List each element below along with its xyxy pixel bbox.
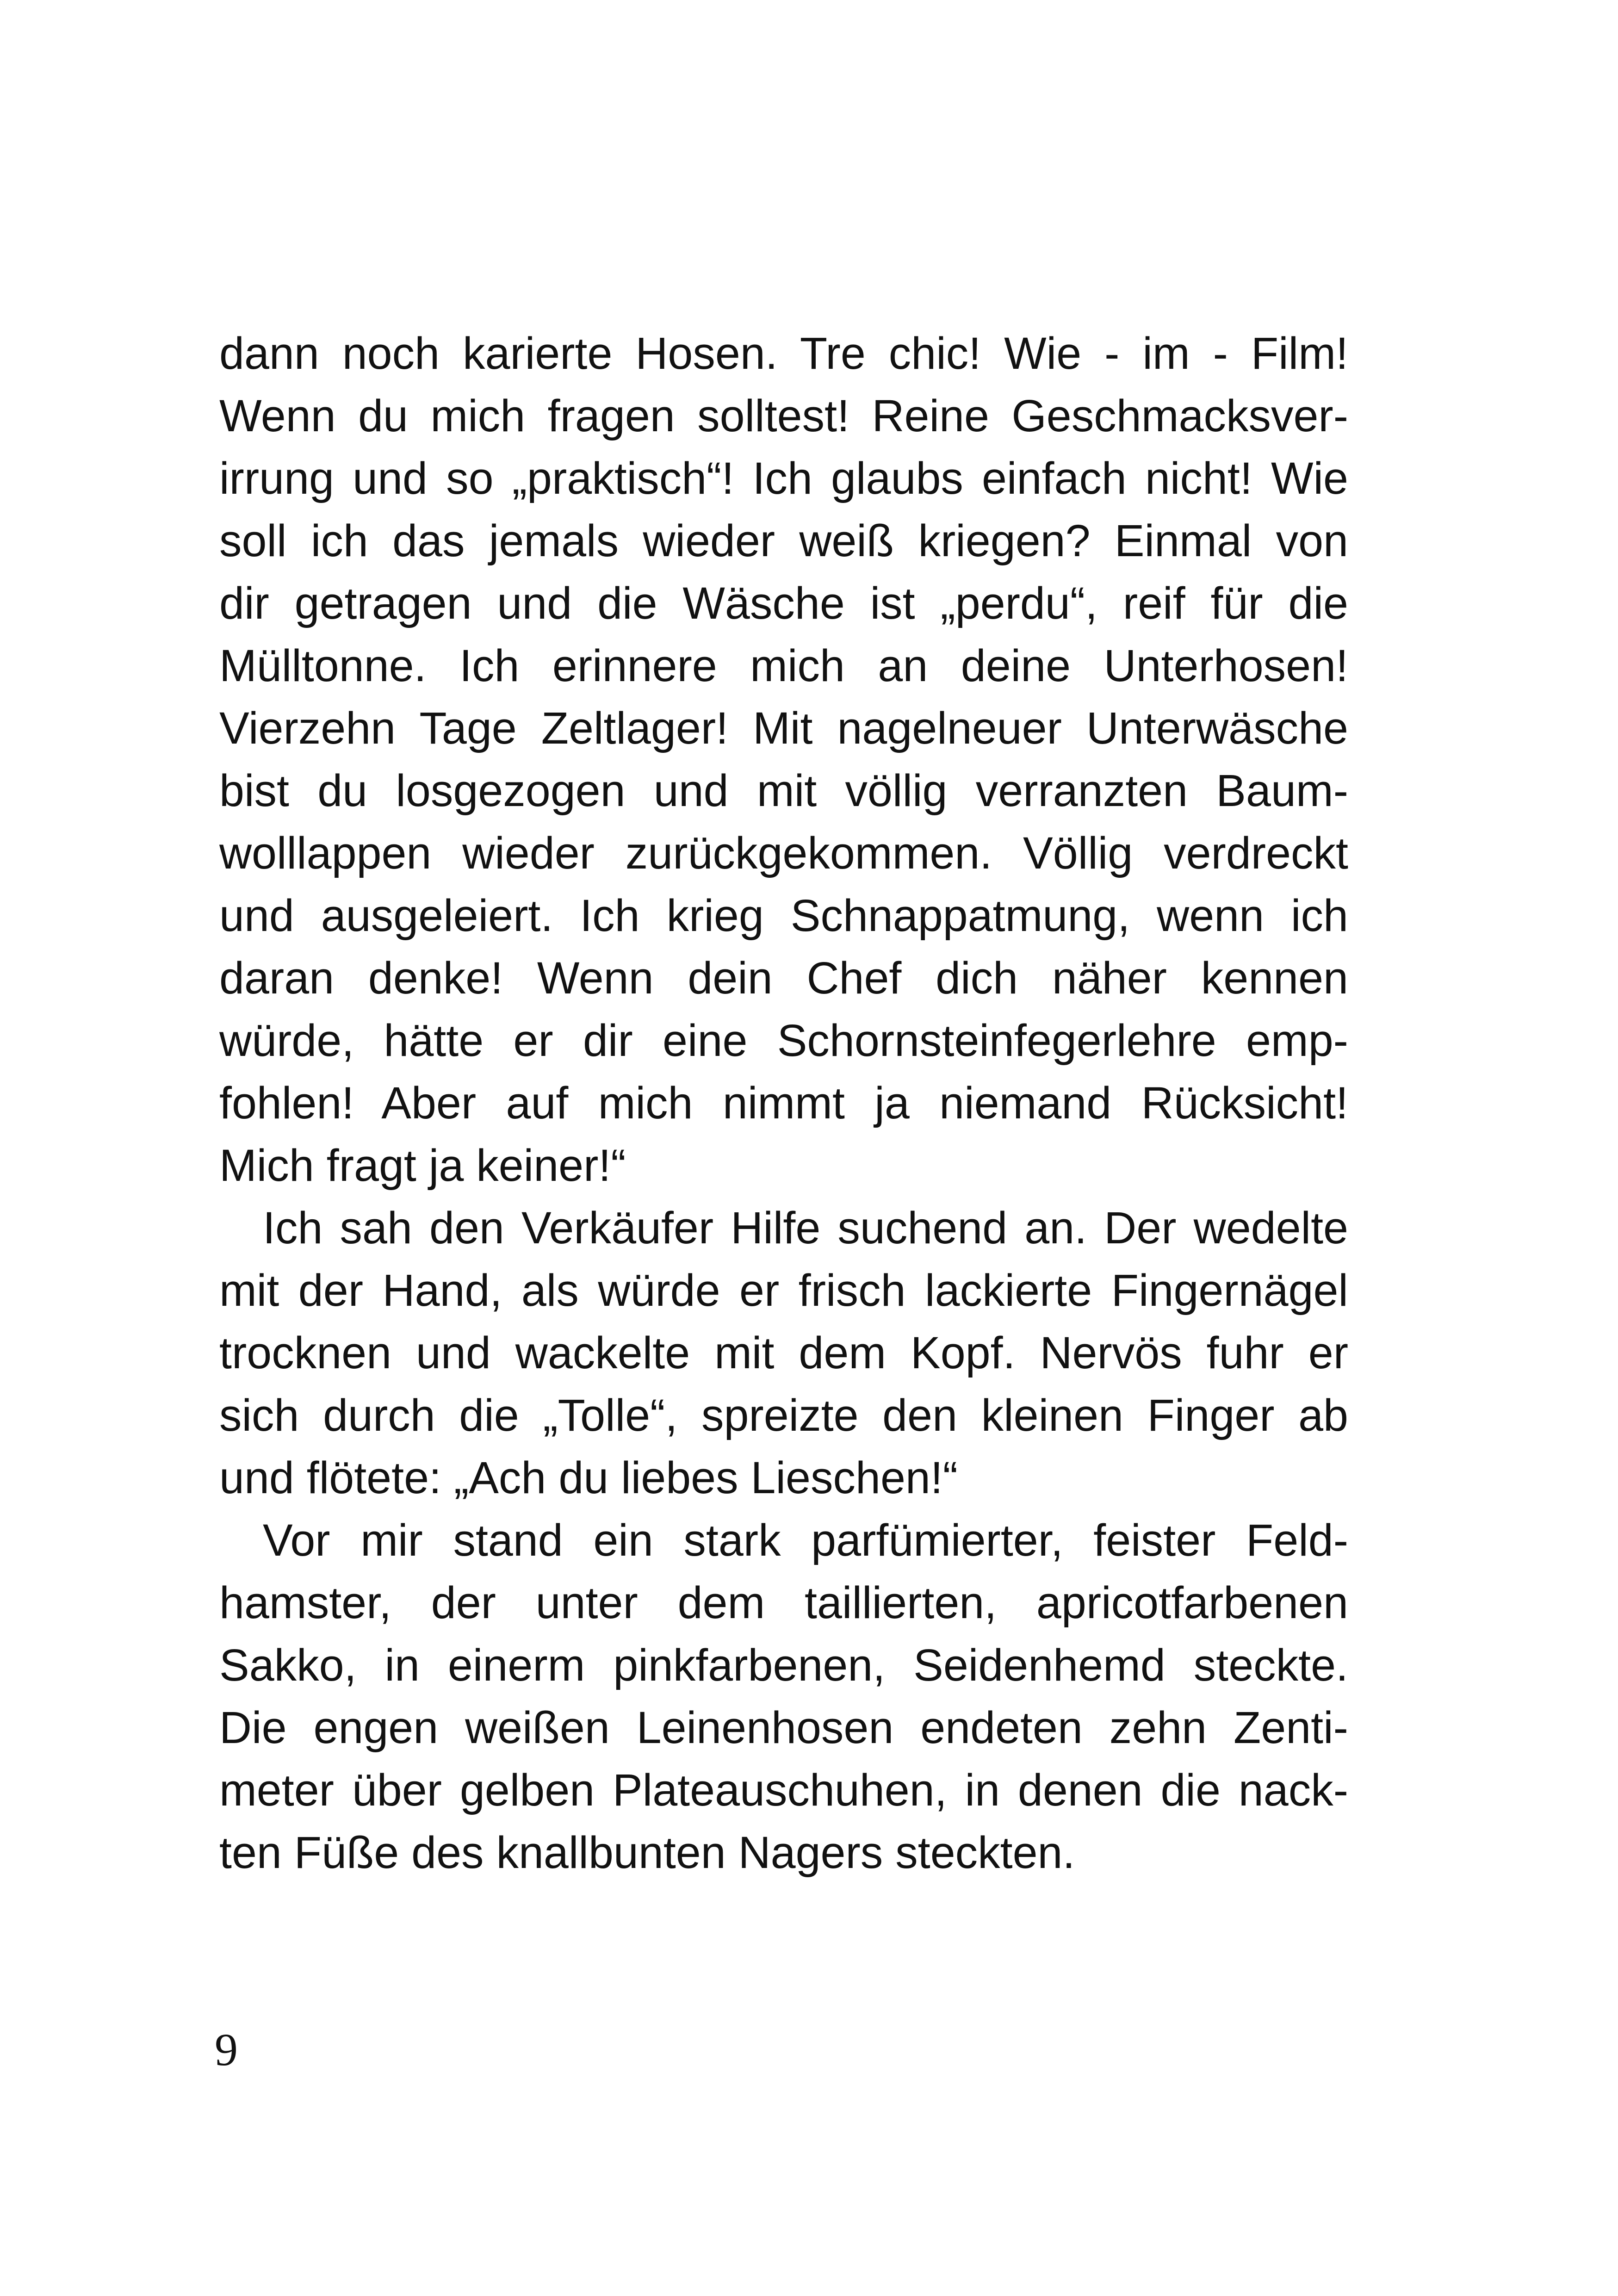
text-line: würde, hätte er dir eine Schornsteinfegerlehre emp- [219,1015,1348,1066]
text-line: Wenn du mich fragen solltest! Reine Geschmacksver- [219,391,1348,441]
text-line: fohlen! Aber auf mich nimmt ja niemand Rücksicht! [219,1078,1348,1128]
text-line: Mich fragt ja keiner!“ [219,1140,626,1191]
text-line: ten Füße des knallbunten Nagers steckten. [219,1827,1075,1878]
text-line: Ich sah den Verkäufer Hilfe suchend an. Der wedelte [263,1203,1348,1253]
body-text [219,322,1348,1884]
text-line: wolllappen wieder zurückgekommen. Völlig verdreckt [219,828,1348,878]
text-line: Mülltonne. Ich erinnere mich an deine Unterhosen! [219,640,1348,691]
text-line: bist du losgezogen und mit völlig verranzten Baum- [219,765,1348,816]
text-line: und ausgeleiert. Ich krieg Schnappatmung, wenn ich [219,890,1348,941]
text-line: dir getragen und die Wäsche ist „perdu“, reif für die [219,578,1348,628]
text-line: und flötete: „Ach du liebes Lieschen!“ [219,1452,958,1503]
text-line: trocknen und wackelte mit dem Kopf. Nervös fuhr er [219,1328,1348,1378]
text-line: mit der Hand, als würde er frisch lackierte Fingernägel [219,1265,1348,1316]
text-line: soll ich das jemals wieder weiß kriegen? Einmal von [219,515,1348,566]
text-line: sich durch die „Tolle“, spreizte den kleinen Finger ab [219,1390,1348,1440]
text-line: Vor mir stand ein stark parfümierter, feister Feld- [263,1515,1348,1565]
text-line: dann noch karierte Hosen. Tre chic! Wie - im - Film! [219,328,1348,379]
page-number: 9 [215,2024,238,2075]
text-line: Sakko, in einerm pinkfarbenen, Seidenhemd steckte. [219,1640,1348,1690]
text-line: hamster, der unter dem taillierten, apricotfarbenen [219,1577,1348,1628]
text-line: Die engen weißen Leinenhosen endeten zehn Zenti- [219,1702,1348,1753]
text-line: meter über gelben Plateauschuhen, in denen die nack- [219,1765,1348,1815]
text-line: Vierzehn Tage Zeltlager! Mit nagelneuer Unterwäsche [219,703,1348,753]
text-line: daran denke! Wenn dein Chef dich näher kennen [219,953,1348,1003]
text-line: irrung und so „praktisch“! Ich glaubs einfach nicht! Wie [219,453,1348,503]
